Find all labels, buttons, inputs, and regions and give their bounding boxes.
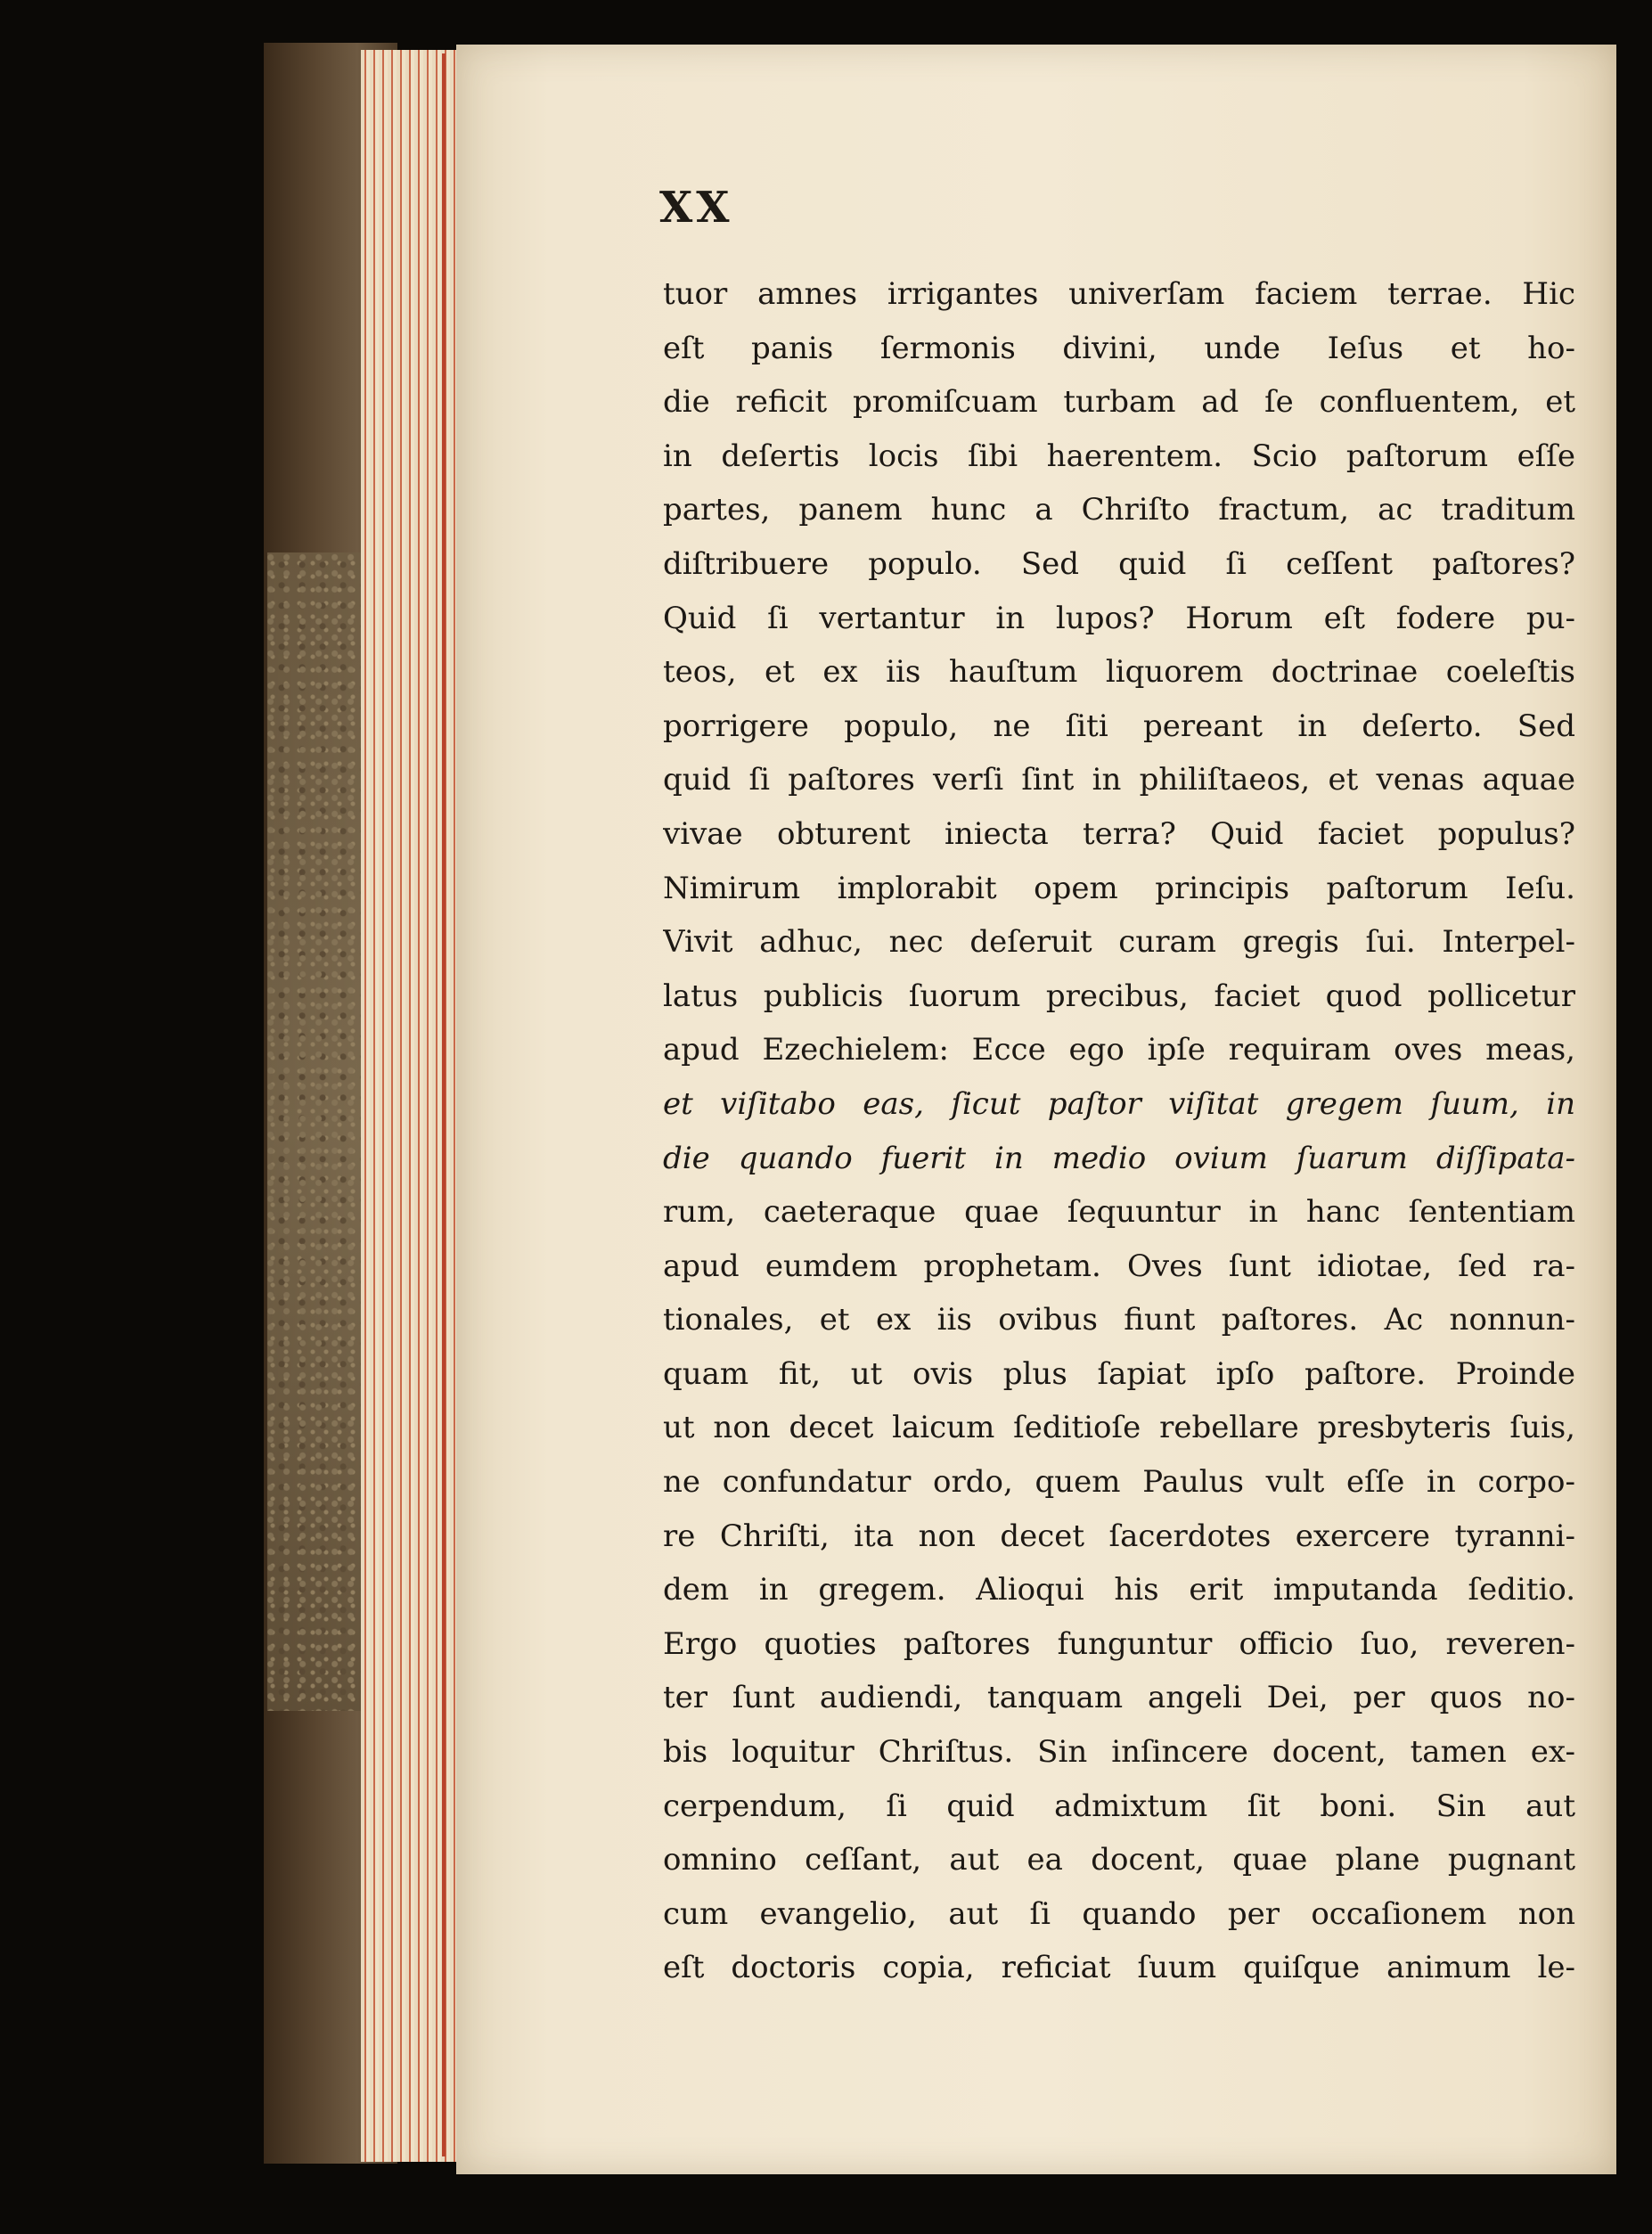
text-line: re Chriſti, ita non decet ſacerdotes exercere tyranni-: [663, 1518, 1575, 1554]
text-line: bis loquitur Chriſtus. Sin inſincere docent, tamen ex-: [663, 1734, 1575, 1771]
text-line: apud eumdem prophetam. Oves ſunt idiotae, ſed ra-: [663, 1248, 1575, 1284]
text-line: die reficit promiſcuam turbam ad ſe confluentem, et: [663, 384, 1575, 421]
text-line: porrigere populo, ne ſiti pereant in deſerto. Sed: [663, 708, 1575, 744]
text-line: teos, et ex iis hauſtum liquorem doctrinae coeleſtis: [663, 654, 1575, 691]
text-line: tuor amnes irrigantes univerſam faciem terrae. Hic: [663, 276, 1575, 312]
text-line: Nimirum implorabit opem principis paſtorum Ieſu.: [663, 870, 1575, 906]
red-edge-rule: [442, 53, 446, 2156]
text-line: eſt panis ſermonis divini, unde Ieſus et ho-: [663, 330, 1575, 366]
page-number: XX: [659, 183, 733, 233]
text-line: rum, caeteraque quae ſequuntur in hanc ſententiam: [663, 1194, 1575, 1231]
text-line: ne confundatur ordo, quem Paulus vult eſſe in corpo-: [663, 1464, 1575, 1501]
text-line: diſtribuere populo. Sed quid ſi ceſſent paſtores?: [663, 545, 1575, 582]
text-line: eſt doctoris copia, reficiat ſuum quiſque animum le-: [663, 1950, 1575, 1986]
text-line: partes, panem hunc a Chriſto fractum, ac traditum: [663, 492, 1575, 528]
text-line: dem in gregem. Alioqui his erit imputanda ſeditio.: [663, 1572, 1575, 1608]
text-line: apud Ezechielem: Ecce ego ipſe requiram oves meas,: [663, 1032, 1575, 1068]
body-text: [663, 267, 1575, 1995]
text-line: ut non decet laicum ſeditioſe rebellare presbyteris ſuis,: [663, 1410, 1575, 1446]
text-line: vivae obturent iniecta terra? Quid faciet populus?: [663, 815, 1575, 852]
text-line: in deſertis locis ſibi haerentem. Scio paſtorum eſſe: [663, 438, 1575, 474]
text-line: Quid ſi vertantur in lupos? Horum eſt fodere pu-: [663, 600, 1575, 636]
text-line: tionales, et ex iis ovibus fiunt paſtores. Ac nonnun-: [663, 1302, 1575, 1338]
text-line: quid ſi paſtores verſi ſint in philiſtaeos, et venas aquae: [663, 762, 1575, 798]
text-line: cerpendum, ſi quid admixtum ſit boni. Sin aut: [663, 1788, 1575, 1824]
text-line: cum evangelio, aut ſi quando per occaſionem non: [663, 1895, 1575, 1932]
text-line: et viſitabo eas, ſicut paſtor viſitat gregem ſuum, in: [663, 1085, 1575, 1122]
text-line: die quando fuerit in medio ovium ſuarum diſſipata-: [663, 1140, 1575, 1176]
text-line: ter ſunt audiendi, tanquam angeli Dei, per quos no-: [663, 1680, 1575, 1716]
text-line: Vivit adhuc, nec deſeruit curam gregis ſui. Interpel-: [663, 924, 1575, 961]
text-line: Ergo quoties paſtores funguntur officio ſuo, reveren-: [663, 1625, 1575, 1662]
text-line: quam fit, ut ovis plus ſapiat ipſo paſtore. Proinde: [663, 1355, 1575, 1392]
text-line: latus publicis ſuorum precibus, faciet quod pollicetur: [663, 978, 1575, 1014]
text-line: omnino ceſſant, aut ea docent, quae plane pugnant: [663, 1842, 1575, 1878]
